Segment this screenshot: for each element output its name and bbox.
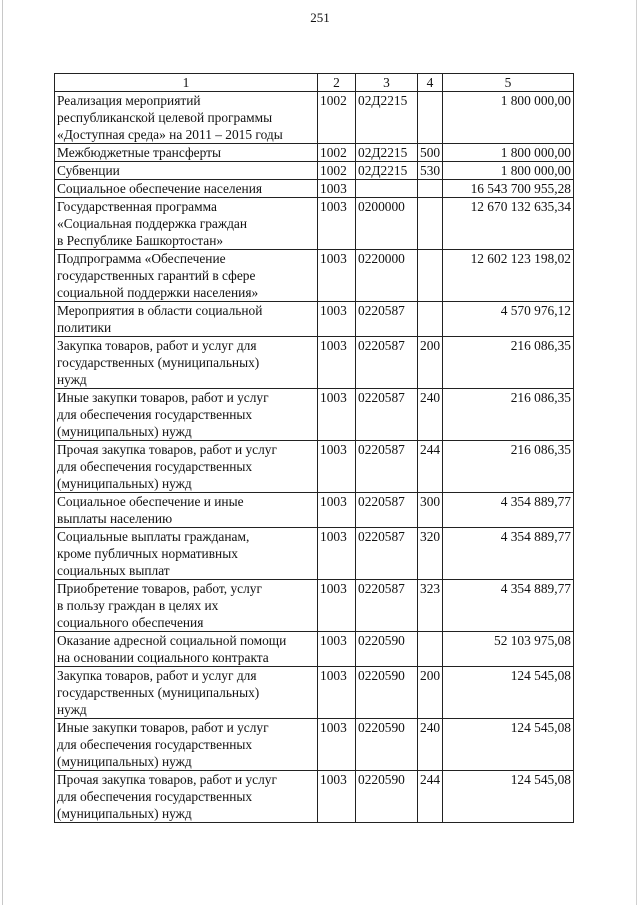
amount-cell: 124 545,08: [443, 771, 574, 823]
table-row: [55, 771, 574, 823]
expense-type-cell: 200: [418, 337, 443, 389]
section-code-cell: 1003: [318, 580, 356, 632]
row-name-cell: Социальные выплаты гражданам, кроме публичных нормативных социальных выплат: [55, 528, 318, 580]
expense-type-cell: 500: [418, 144, 443, 162]
row-name-cell: Закупка товаров, работ и услуг для государственных (муниципальных) нужд: [55, 337, 318, 389]
section-code-cell: 1003: [318, 528, 356, 580]
table-row: [55, 92, 574, 144]
expense-type-cell: [418, 92, 443, 144]
section-code-cell: 1003: [318, 250, 356, 302]
table-row: [55, 144, 574, 162]
row-name-cell: Межбюджетные трансферты: [55, 144, 318, 162]
amount-cell: 216 086,35: [443, 389, 574, 441]
expense-type-cell: 320: [418, 528, 443, 580]
section-code-cell: 1003: [318, 198, 356, 250]
row-name-cell: Реализация мероприятий республиканской целевой программы «Доступная среда» на 2011 – 2015 годы: [55, 92, 318, 144]
section-code-cell: 1003: [318, 389, 356, 441]
row-name-cell: Социальное обеспечение и иные выплаты населению: [55, 493, 318, 528]
article-code-cell: 02Д2215: [356, 162, 418, 180]
row-name-cell: Приобретение товаров, работ, услуг в пользу граждан в целях их социального обеспечения: [55, 580, 318, 632]
article-code-cell: 0220590: [356, 771, 418, 823]
expense-type-cell: 300: [418, 493, 443, 528]
row-name-cell: Мероприятия в области социальной политики: [55, 302, 318, 337]
page-number: 251: [310, 10, 330, 25]
amount-cell: 4 354 889,77: [443, 493, 574, 528]
expense-type-cell: 240: [418, 389, 443, 441]
amount-cell: 4 570 976,12: [443, 302, 574, 337]
expense-type-cell: 530: [418, 162, 443, 180]
row-name-cell: Социальное обеспечение населения: [55, 180, 318, 198]
table-row: [55, 719, 574, 771]
amount-cell: 52 103 975,08: [443, 632, 574, 667]
article-code-cell: 0220590: [356, 719, 418, 771]
table-row: [55, 250, 574, 302]
row-name-cell: Субвенции: [55, 162, 318, 180]
amount-cell: 124 545,08: [443, 667, 574, 719]
amount-cell: 12 670 132 635,34: [443, 198, 574, 250]
budget-table: [54, 73, 574, 823]
row-name-cell: Прочая закупка товаров, работ и услуг для обеспечения государственных (муниципальных) нужд: [55, 441, 318, 493]
article-code-cell: 0220590: [356, 667, 418, 719]
expense-type-cell: 240: [418, 719, 443, 771]
amount-cell: 216 086,35: [443, 441, 574, 493]
column-header: 2: [318, 74, 356, 92]
article-code-cell: 0200000: [356, 198, 418, 250]
row-name-cell: Подпрограмма «Обеспечение государственных гарантий в сфере социальной поддержки населения»: [55, 250, 318, 302]
section-code-cell: 1003: [318, 719, 356, 771]
row-name-cell: Государственная программа «Социальная поддержка граждан в Республике Башкортостан»: [55, 198, 318, 250]
article-code-cell: 02Д2215: [356, 144, 418, 162]
column-header: 1: [55, 74, 318, 92]
expense-type-cell: [418, 198, 443, 250]
row-name-cell: Оказание адресной социальной помощи на основании социального контракта: [55, 632, 318, 667]
article-code-cell: 0220587: [356, 441, 418, 493]
scan-edge-right: [636, 0, 637, 905]
section-code-cell: 1002: [318, 162, 356, 180]
amount-cell: 1 800 000,00: [443, 92, 574, 144]
expense-type-cell: 244: [418, 441, 443, 493]
expense-type-cell: [418, 180, 443, 198]
amount-cell: 12 602 123 198,02: [443, 250, 574, 302]
amount-cell: 216 086,35: [443, 337, 574, 389]
table-row: [55, 493, 574, 528]
section-code-cell: 1003: [318, 632, 356, 667]
article-code-cell: 0220587: [356, 389, 418, 441]
table-row: [55, 337, 574, 389]
section-code-cell: 1002: [318, 144, 356, 162]
expense-type-cell: [418, 302, 443, 337]
article-code-cell: 0220587: [356, 528, 418, 580]
article-code-cell: 0220587: [356, 580, 418, 632]
column-header: 4: [418, 74, 443, 92]
article-code-cell: 0220587: [356, 337, 418, 389]
expense-type-cell: 244: [418, 771, 443, 823]
article-code-cell: [356, 180, 418, 198]
row-name-cell: Закупка товаров, работ и услуг для государственных (муниципальных) нужд: [55, 667, 318, 719]
section-code-cell: 1003: [318, 441, 356, 493]
expense-type-cell: 323: [418, 580, 443, 632]
table-row: [55, 180, 574, 198]
scan-edge-left: [2, 0, 3, 905]
section-code-cell: 1003: [318, 493, 356, 528]
column-header: 5: [443, 74, 574, 92]
amount-cell: 4 354 889,77: [443, 580, 574, 632]
article-code-cell: 0220000: [356, 250, 418, 302]
article-code-cell: 02Д2215: [356, 92, 418, 144]
table-row: [55, 441, 574, 493]
amount-cell: 1 800 000,00: [443, 144, 574, 162]
amount-cell: 16 543 700 955,28: [443, 180, 574, 198]
table-row: [55, 302, 574, 337]
column-header: 3: [356, 74, 418, 92]
section-code-cell: 1002: [318, 92, 356, 144]
table-row: [55, 162, 574, 180]
amount-cell: 1 800 000,00: [443, 162, 574, 180]
article-code-cell: 0220587: [356, 493, 418, 528]
table-row: [55, 667, 574, 719]
table-row: [55, 580, 574, 632]
row-name-cell: Прочая закупка товаров, работ и услуг для обеспечения государственных (муниципальных) нужд: [55, 771, 318, 823]
article-code-cell: 0220587: [356, 302, 418, 337]
table-row: [55, 528, 574, 580]
section-code-cell: 1003: [318, 771, 356, 823]
table-row: [55, 198, 574, 250]
section-code-cell: 1003: [318, 302, 356, 337]
section-code-cell: 1003: [318, 180, 356, 198]
budget-table-body: [55, 74, 574, 823]
table-header-row: [55, 74, 574, 92]
article-code-cell: 0220590: [356, 632, 418, 667]
section-code-cell: 1003: [318, 337, 356, 389]
row-name-cell: Иные закупки товаров, работ и услуг для обеспечения государственных (муниципальных) нужд: [55, 389, 318, 441]
section-code-cell: 1003: [318, 667, 356, 719]
amount-cell: 4 354 889,77: [443, 528, 574, 580]
expense-type-cell: 200: [418, 667, 443, 719]
table-row: [55, 389, 574, 441]
expense-type-cell: [418, 250, 443, 302]
row-name-cell: Иные закупки товаров, работ и услуг для обеспечения государственных (муниципальных) нужд: [55, 719, 318, 771]
table-row: [55, 632, 574, 667]
amount-cell: 124 545,08: [443, 719, 574, 771]
expense-type-cell: [418, 632, 443, 667]
